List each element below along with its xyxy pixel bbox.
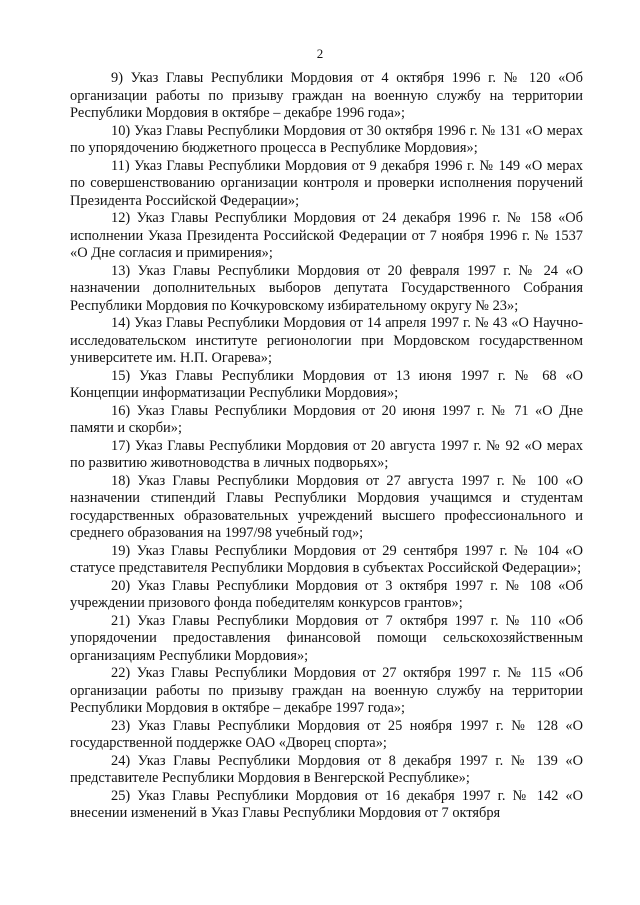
list-item-text: 20) Указ Главы Республики Мордовия от 3 октября 1997 г. № 108 «Об учреждении призового фонда победителям конкурсов грантов»; [70,577,583,611]
list-item-text: 21) Указ Главы Республики Мордовия от 7 октября 1997 г. № 110 «Об упорядочении предоставления финансовой помощи сельскохозяйственным организациям Республики Мордовия»; [70,612,583,664]
list-item [70,403,583,438]
list-item [70,578,583,613]
list-item [70,473,583,543]
list-item-text: 12) Указ Главы Республики Мордовия от 24 декабря 1996 г. № 158 «Об исполнении Указа Президента Российской Федерации от 7 ноября 1996 г. № 1537 «О Дне согласия и примирения»; [70,210,583,261]
list-item [70,438,583,473]
list-item [70,70,583,123]
list-item [70,753,583,788]
list-item-text: 17) Указ Главы Республики Мордовия от 20 августа 1997 г. № 92 «О мерах по развитию животноводства в личных подворьях»; [70,437,583,471]
list-item [70,315,583,368]
list-item-text: 24) Указ Главы Республики Мордовия от 8 декабря 1997 г. № 139 «О представителе Республики Мордовия в Венгерской Республике»; [70,752,583,786]
page-number: 2 [316,46,324,61]
list-item-text: 25) Указ Главы Республики Мордовия от 16 декабря 1997 г. № 142 «О внесении изменений в Указ Главы Республики Мордовия от 7 октября [70,787,583,821]
list-item [70,665,583,718]
list-item-text: 13) Указ Главы Республики Мордовия от 20 февраля 1997 г. № 24 «О назначении дополнительных выборов депутата Государственного Собрания Республики Мордовия по Кочкуровскому избирательному округу № 23»; [70,262,583,314]
list-item-text: 19) Указ Главы Республики Мордовия от 29 сентября 1997 г. № 104 «О статусе представителя Республики Мордовия в субъектах Российской Федерации»; [70,542,583,576]
list-item [70,158,583,211]
list-item-text: 23) Указ Главы Республики Мордовия от 25 ноября 1997 г. № 128 «О государственной поддержке ОАО «Дворец спорта»; [70,717,583,751]
list-item-text: 10) Указ Главы Республики Мордовия от 30 октября 1996 г. № 131 «О мерах по упорядочению бюджетного процесса в Республике Мордовия»; [70,122,583,156]
list-item [70,123,583,158]
list-item [70,543,583,578]
list-item [70,368,583,403]
list-item-text: 15) Указ Главы Республики Мордовия от 13 июня 1997 г. № 68 «О Концепции информатизации Республики Мордовия»; [70,367,583,401]
list-item-text: 9) Указ Главы Республики Мордовия от 4 октября 1996 г. № 120 «Об организации работы по призыву граждан на военную службу на территории Республики Мордовия в октябре – декабре 1996 года»; [70,70,583,121]
list-item-text: 22) Указ Главы Республики Мордовия от 27 октября 1997 г. № 115 «Об организации работы по призыву граждан на военную службу на территории Республики Мордовия в октябре – декабре 1997 года»; [70,665,583,716]
decree-list [70,70,583,823]
list-item-text: 11) Указ Главы Республики Мордовия от 9 декабря 1996 г. № 149 «О мерах по совершенствованию организации контроля и проверки исполнения поручений Президента Российской Федерации»; [70,157,583,209]
list-item [70,210,583,263]
list-item [70,788,583,823]
list-item [70,263,583,316]
list-item [70,718,583,753]
list-item-text: 16) Указ Главы Республики Мордовия от 20 июня 1997 г. № 71 «О Дне памяти и скорби»; [70,402,583,436]
list-item [70,613,583,666]
list-item-text: 14) Указ Главы Республики Мордовия от 14 апреля 1997 г. № 43 «О Научно-исследовательском институте регионологии при Мордовском государственном университете им. Н.П. Огарева»; [70,315,583,366]
list-item-text: 18) Указ Главы Республики Мордовия от 27 августа 1997 г. № 100 «О назначении стипендий Главы Республики Мордовия учащимся и студентам государственных образовательных учреждений высшего профессионального и среднего образования на 1997/98 учебный год»; [70,472,583,541]
